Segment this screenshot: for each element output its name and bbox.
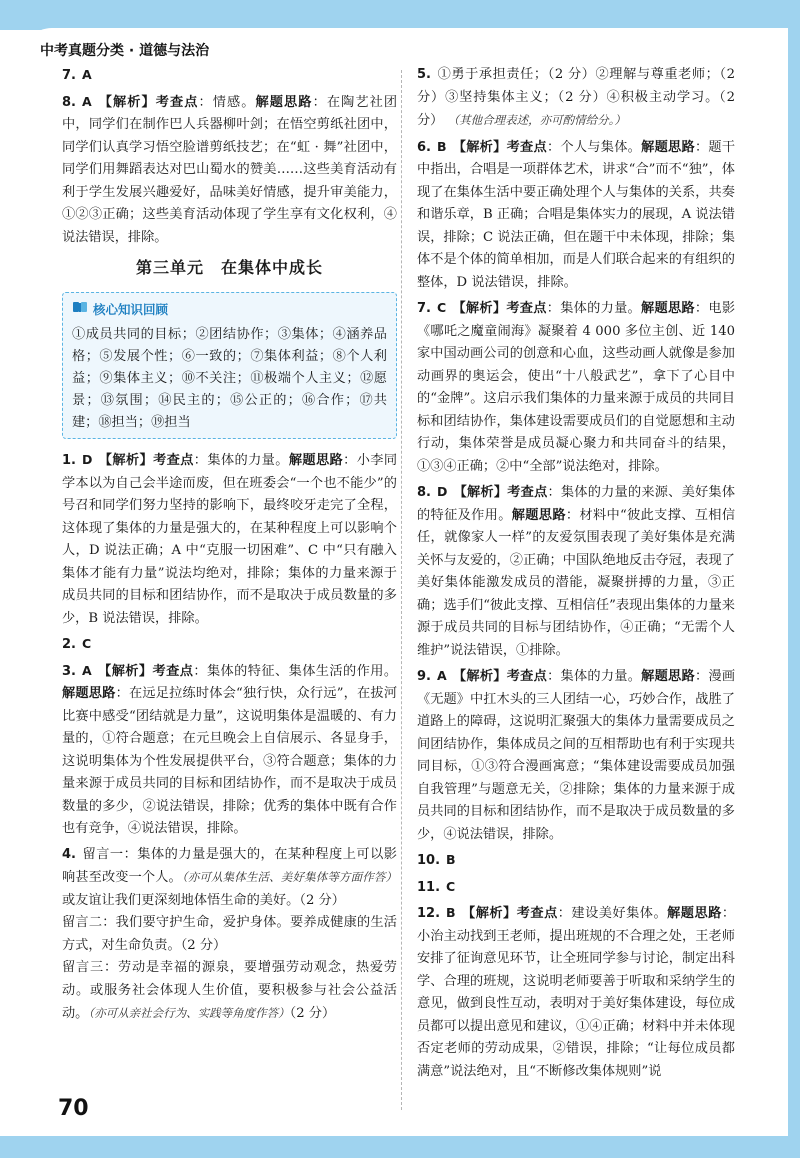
answer-item-3	[62, 660, 397, 841]
knowledge-title-text: 核心知识回顾	[93, 301, 169, 317]
thought-label: 解题思路	[641, 301, 695, 316]
answer-item-1	[62, 449, 397, 630]
item-answer: A	[81, 93, 92, 109]
analysis-text: ：材料中“彼此支撑、互相信任，就像家人一样”的友爱氛围表现了美好集体是充满关怀与友爱的，②正确；中国队绝地反击夺冠，表现了美好集体能激发成员的潜能，凝聚拼搏的力量，③正确；选手们“彼此支撑、互相信任”表现出集体的力量来源于成员共同的目标与团结协作，④正确；“无需个人维护”说法错误，①排除。	[417, 507, 736, 658]
right-column	[417, 64, 735, 1086]
answer-item-8-right	[417, 481, 735, 662]
kp-label: 考查点	[507, 485, 548, 500]
thought-label: 解题思路	[641, 669, 695, 684]
analysis-text: ：电影《哪吒之魔童闹海》凝聚着 4 000 多位主创、近 140 家中国动画公司的创意和心血，这些动画人就像是参加动画界的奥运会，使出“十八般武艺”，拿下了心目中的“金牌”。这启示我们集体的力量来源于成员的共同目标和团结协作，集体建设需要成员们的自觉愿想和主动行动，集体荣誉是成员凝心聚力和共同奋斗的结果，①③④正确；②中“全部”说法绝对，排除。	[417, 301, 736, 474]
answer-item-11	[417, 876, 735, 900]
thought-label: 解题思路	[511, 507, 566, 523]
analysis-text: ：在陶艺社团中，同学们在制作巴人兵器柳叶剑；在悟空剪纸社团中，同学们认真学习悟空脸谱剪纸技艺；在“虹 · 舞”社团中，同学们用舞蹈表达对巴山蜀水的赞美……这些美育活动有利于学生发展兴趣爱好，品味美好情感，提升审美能力，①②③正确；这些美育活动体现了学生享有文化权利，④说法错误，排除。	[62, 94, 398, 245]
item-answer: B	[436, 138, 447, 154]
kp-label: 考查点	[516, 906, 558, 921]
thought-label: 解题思路	[255, 94, 313, 110]
item-number: 8.	[417, 485, 431, 500]
score: （2 分）	[289, 1006, 336, 1021]
item-number: 6.	[417, 139, 431, 155]
kp-text: ：集体的特征、集体生活的作用。	[193, 663, 398, 679]
analysis-text: ：小李同学本以为自己会半途而废，但在班委会“一个也不能少”的号召和同学们努力坚持的影响下，最终咬牙走完了全程，这体现了集体的力量是强大的，在某种程度上可以影响个人，D 说法正确；A 中“克服一切困难”、C 中“只有融入集体才能有力量”说法均绝对，排除；集体的力量来源于成员共同的目标和团结协作，而不是取决于成员数量的多少，B 说法错误，排除。	[62, 453, 398, 626]
analysis-tag: 【解析】	[461, 906, 517, 921]
kp-text: ：情感。	[198, 94, 256, 110]
scoring-note: （亦可从亲社会行为、实践等角度作答）	[88, 1006, 290, 1020]
knowledge-review-title	[72, 299, 387, 322]
item-number: 12.	[417, 906, 441, 921]
item-answer: A	[436, 668, 447, 683]
answer-item-2	[62, 633, 397, 657]
page-frame-right	[788, 0, 800, 1158]
item-number: 10.	[417, 853, 441, 868]
analysis-tag: 【解析】	[97, 94, 156, 110]
kp-label: 考查点	[506, 139, 547, 155]
answer-item-5	[417, 64, 735, 133]
item-answer: A	[81, 662, 92, 678]
message-two: 留言二：我们要守护生命，爱护身体。要养成健康的生活方式，对生命负责。（2 分）	[62, 915, 397, 953]
column-divider	[401, 70, 402, 1110]
unit-title: 第三单元 在集体中成长	[135, 258, 323, 277]
kp-label: 考查点	[506, 301, 547, 316]
item-answer: B	[446, 905, 456, 920]
book-icon	[72, 299, 88, 322]
analysis-tag: 【解析】	[97, 663, 153, 679]
kp-text: ：集体的力量。	[546, 301, 642, 316]
knowledge-review-body: ①成员共同的目标；②团结协作；③集体；④涵养品格；⑤发展个性；⑥一致的；⑦集体利益；⑧个人利益；⑨集体主义；⑩不关注；⑪极端个人主义；⑫愿景；⑬氛围；⑭民主的；⑮公正的；⑯合作；⑰共建；⑱担当；⑲担当	[72, 327, 387, 430]
kp-label: 考查点	[152, 663, 194, 679]
item-number: 5.	[417, 67, 431, 82]
thought-label: 解题思路	[667, 906, 722, 921]
scoring-note: （其他合理表述，亦可酌情给分。）	[447, 113, 626, 127]
kp-label: 考查点	[155, 94, 199, 110]
answer-item-4	[62, 844, 397, 1026]
running-header: 中考真题分类 · 道德与法治	[40, 43, 210, 59]
page-frame-bottom	[0, 1136, 800, 1158]
kp-text: ：建设美好集体。	[557, 906, 668, 921]
kp-label: 考查点	[153, 453, 194, 468]
analysis-text: ：小治主动找到王老师，提出班规的不合理之处，王老师安排了征询意见环节，让全班同学参与讨论，制定出科学、合理的班规，这说明老师要善于听取和采纳学生的意见，做到良性互动，表明对于美好集体建设，每位成员都可以提出意见和建议，①④正确；材料中并未体现否定老师的劳动成果，②错误，排除；“让每位成员都满意”说法绝对，且“不断修改集体规则”说	[417, 906, 735, 1079]
item-number: 4.	[62, 846, 76, 862]
analysis-tag: 【解析】	[452, 301, 507, 316]
item-answer: D	[436, 484, 448, 499]
analysis-text: ：在远足拉练时体会“独行快，众行远”，在拔河比赛中感受“团结就是力量”，这说明集体是温暖的、有力量的，①符合题意；在元旦晚会上自信展示、各显身手，这说明集体为个性发展提供平台，③符合题意；集体的力量来源于成员共同的目标和团结协作，而不是取决于成员数量的多少，②说法错误，排除；优秀的集体中既有合作也有竞争，④说法错误，排除。	[62, 686, 398, 836]
left-column	[62, 64, 397, 1029]
item-answer: A	[81, 67, 92, 82]
scoring-note: （亦可从集体生活、美好集体等方面作答）	[181, 870, 397, 884]
analysis-tag: 【解析】	[452, 139, 507, 155]
page-frame-top	[0, 0, 800, 30]
page-number: 70	[58, 1096, 89, 1121]
message-three	[62, 957, 397, 1026]
answer-item-9	[417, 665, 735, 846]
item-answer: B	[446, 852, 456, 867]
answer-item-7-right	[417, 297, 735, 478]
message-one-alt: 或友谊让我们更深刻地体悟生命的美好。（2 分）	[62, 892, 345, 908]
message-one: 留言一：集体的力量是强大的，在某种程度上可以影响甚至改变一个人。	[62, 846, 397, 885]
kp-text: ：集体的力量。	[193, 453, 289, 468]
item-answer: C	[446, 878, 456, 894]
item-answer: C	[81, 636, 92, 651]
answer-item-10	[417, 849, 735, 873]
answer-item-8	[62, 91, 397, 250]
kp-text: ：集体的力量的来源、美好集体的特征及作用。	[417, 485, 736, 523]
analysis-tag: 【解析】	[453, 485, 508, 500]
analysis-tag: 【解析】	[452, 669, 507, 684]
answer-text: ①勇于承担责任；（2 分）②理解与尊重老师；（2 分）③坚持集体主义；（2 分）④积极主动学习。（2 分）	[417, 67, 735, 128]
answer-item-12	[417, 902, 735, 1083]
thought-label: 解题思路	[62, 686, 116, 701]
item-number: 7.	[62, 68, 76, 83]
thought-label: 解题思路	[641, 139, 695, 155]
item-number: 7.	[417, 301, 431, 316]
item-number: 8.	[62, 94, 76, 110]
analysis-tag: 【解析】	[98, 453, 154, 468]
item-number: 1.	[62, 453, 76, 468]
kp-text: ：集体的力量。	[547, 669, 642, 684]
thought-label: 解题思路	[288, 453, 344, 468]
knowledge-review-box	[62, 292, 397, 440]
item-number: 11.	[417, 879, 441, 895]
item-number: 3.	[62, 663, 76, 679]
answer-item-6	[417, 136, 735, 295]
analysis-text: ：题干中指出，合唱是一项群体艺术，讲求“合”而不“独”，体现了在集体生活中要正确处理个人与集体的关系，共奏和谐乐章，B 正确；合唱是集体实力的展现，A 说法错误，排除；C 说法正确，但在题干中未体现，排除；集体不是个体的简单相加，而是人们联合起来的有组织的整体，D 说法错误，排除。	[417, 139, 736, 290]
kp-text: ：个人与集体。	[546, 139, 642, 155]
message-three-text: 留言三：劳动是幸福的源泉，要增强劳动观念，热爱劳动。或服务社会体现人生价值，要积极参与社会公益活动。	[62, 960, 397, 1021]
item-answer: C	[436, 300, 447, 315]
item-number: 2.	[62, 637, 76, 652]
item-number: 9.	[417, 669, 431, 684]
kp-label: 考查点	[506, 669, 548, 684]
answer-item-7	[62, 64, 397, 88]
item-answer: D	[81, 452, 93, 467]
analysis-text: ：漫画《无题》中扛木头的三人团结一心，巧妙合作，战胜了道路上的障碍，这说明汇聚强大的集体力量需要成员之间团结协作，集体成员之间的互相帮助也有利于实现共同目标，①③符合漫画寓意；“集体建设需要成员加强自我管理”与题意无关，②排除；集体的力量来源于成员共同的目标和团结协作，而不是取决于成员数量的多少，④说法错误，排除。	[417, 669, 736, 842]
